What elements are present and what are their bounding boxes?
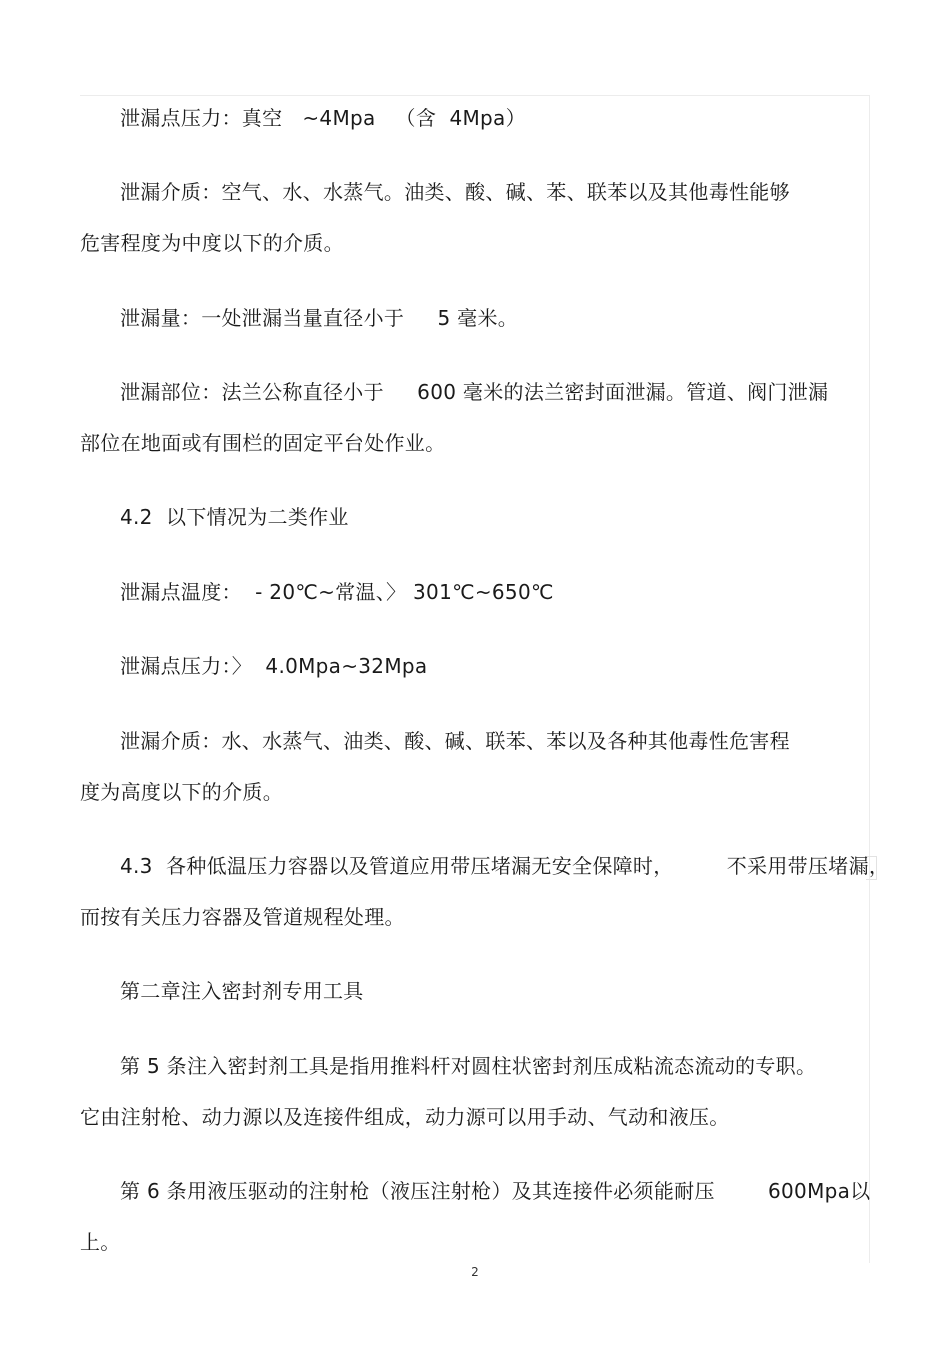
section-4-3-cont: 而按有关压力容器及管道规程处理。 [80,905,405,929]
leak-amount: 泄漏量：一处泄漏当量直径小于 5 毫米。 [120,306,519,330]
leak-pressure-class2: 泄漏点压力：〉 4.0Mpa~32Mpa [120,654,428,678]
page-border-right [869,95,870,1263]
article-5: 第 5 条注入密封剂工具是指用推料杆对圆柱状密封剂压成粘流态流动的专职。 [120,1054,817,1078]
article-5-cont: 它由注射枪、动力源以及连接件组成，动力源可以用手动、气动和液压。 [80,1105,730,1129]
leak-temperature-class2: 泄漏点温度： - 20℃~常温、〉 301℃~650℃ [120,580,554,604]
section-4-2-heading: 4.2 以下情况为二类作业 [120,505,349,529]
leak-location-cont: 部位在地面或有围栏的固定平台处作业。 [80,431,446,455]
leak-medium-class2-cont: 度为高度以下的介质。 [80,780,283,804]
leak-medium-class2: 泄漏介质：水、水蒸气、油类、酸、碱、联苯、苯以及各种其他毒性危害程 [120,729,790,753]
article-6: 第 6 条用液压驱动的注射枪（液压注射枪）及其连接件必须能耐压 600Mpa以 [120,1179,871,1203]
article-6-cont: 上。 [80,1230,121,1254]
leak-pressure-class1: 泄漏点压力：真空 ~4Mpa （含 4Mpa） [120,106,526,130]
chapter-2-heading: 第二章注入密封剂专用工具 [120,979,364,1003]
page-number: 2 [471,1265,479,1279]
leak-location: 泄漏部位：法兰公称直径小于 600 毫米的法兰密封面泄漏。管道、阀门泄漏 [120,380,829,404]
leak-medium-class1: 泄漏介质：空气、水、水蒸气。油类、酸、碱、苯、联苯以及其他毒性能够 [120,180,790,204]
leak-medium-class1-cont: 危害程度为中度以下的介质。 [80,231,344,255]
page-border-top [80,95,870,96]
section-4-3: 4.3 各种低温压力容器以及管道应用带压堵漏无安全保障时， 不采用带压堵漏， [120,854,890,878]
